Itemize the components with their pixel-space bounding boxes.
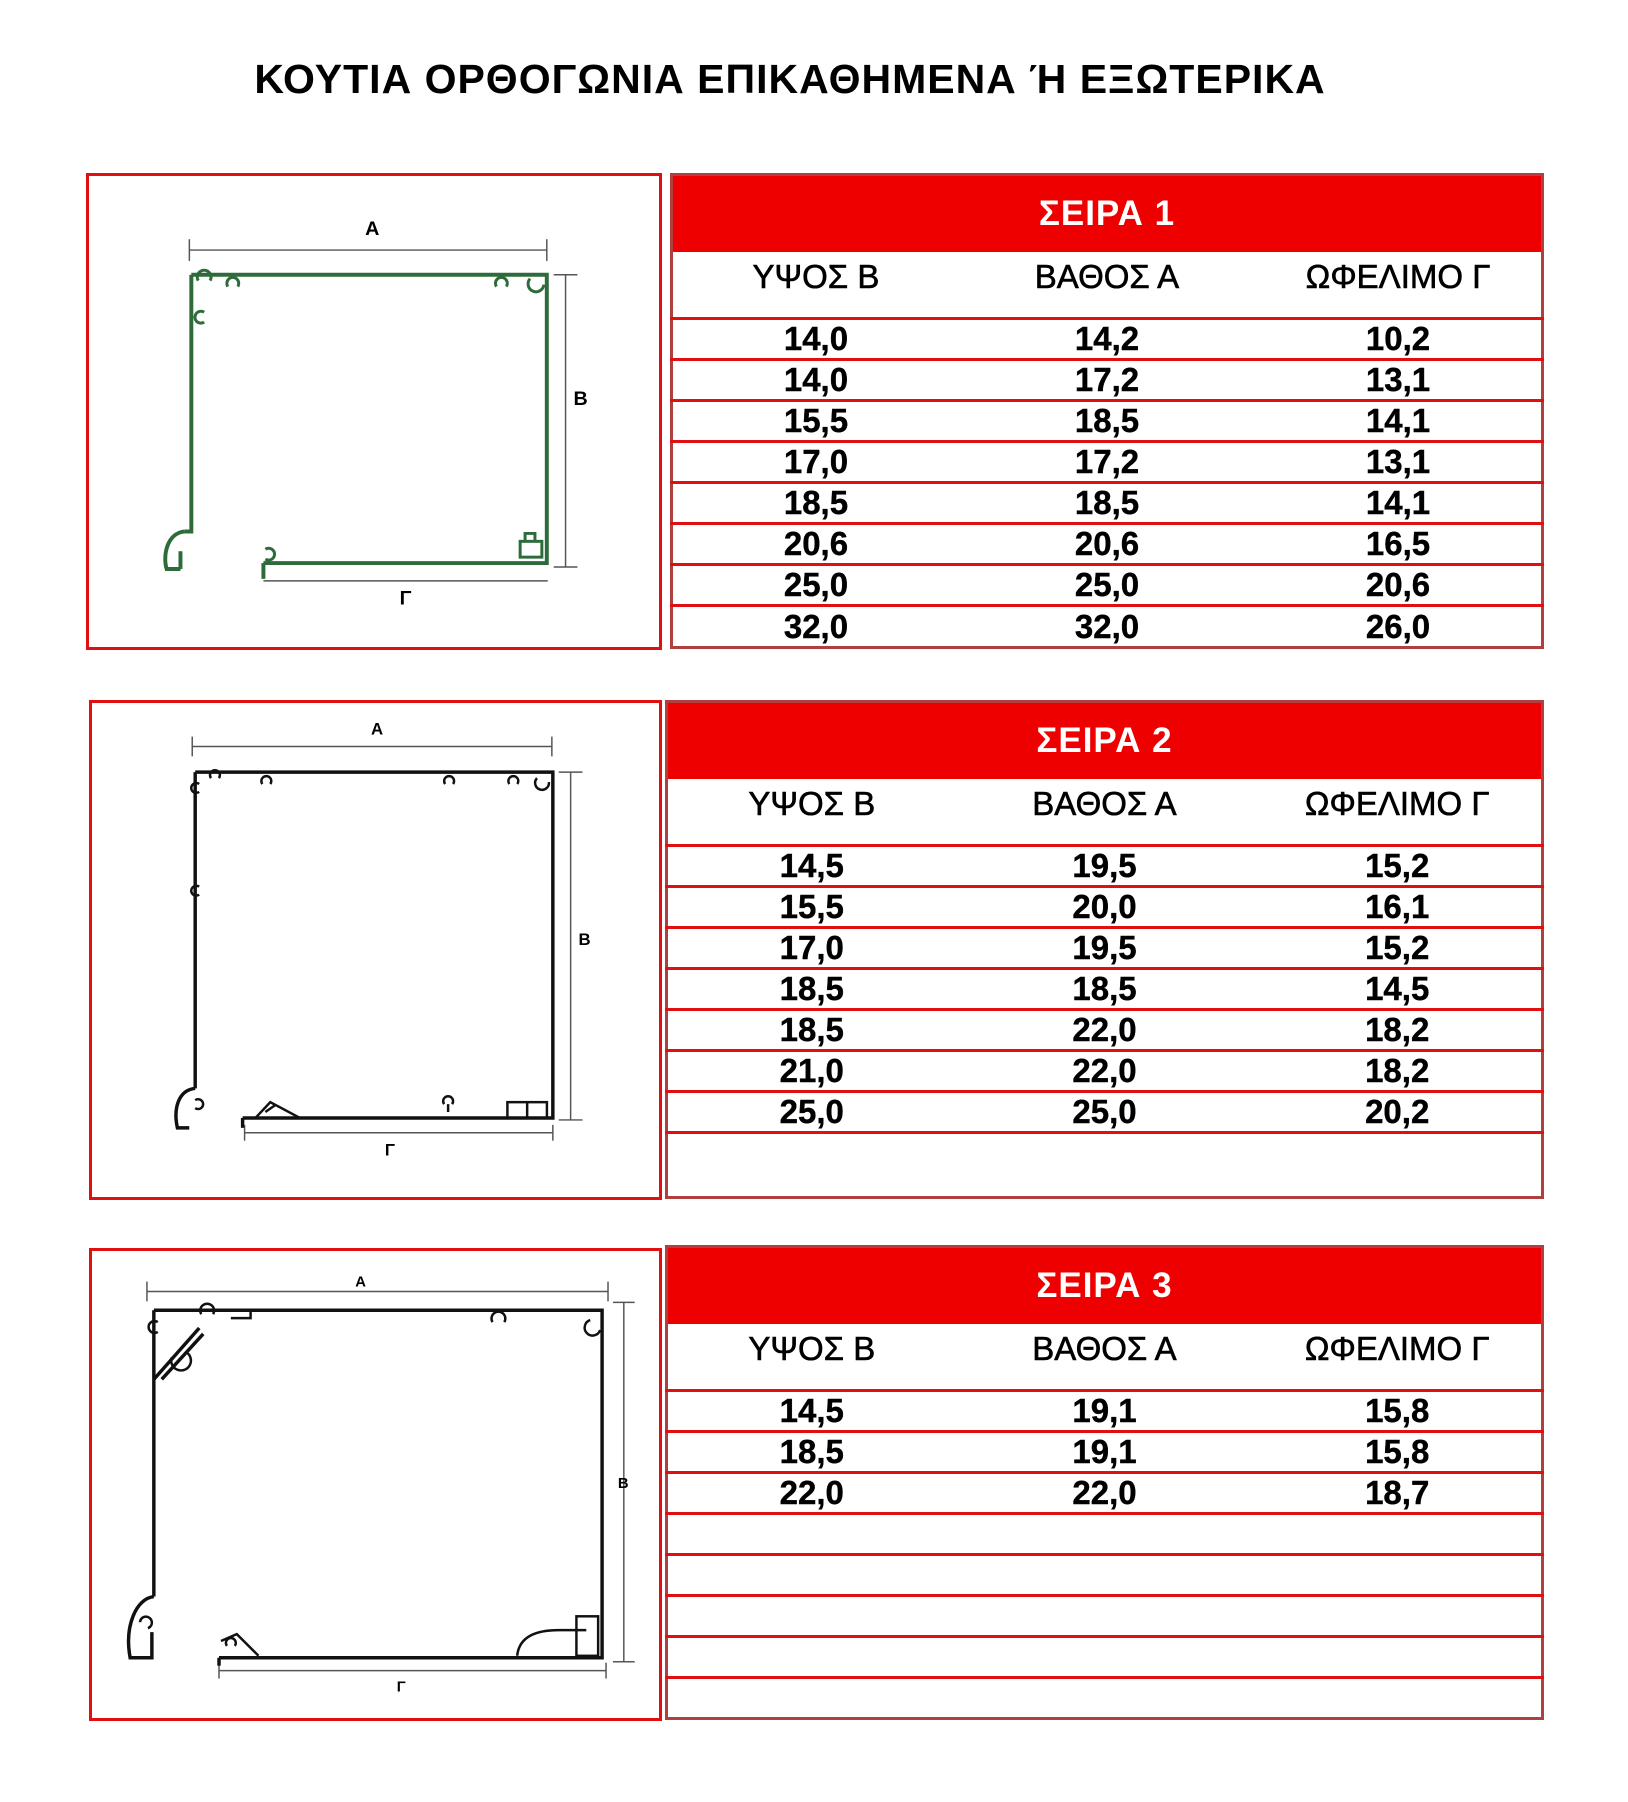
dimension-label-b: Β (573, 388, 588, 411)
cell-height: 18,5 (667, 1432, 956, 1473)
dimensions-table-series-1 (670, 173, 1544, 649)
cell-useful: 16,1 (1253, 887, 1542, 928)
profile-drawing (92, 1251, 659, 1718)
column-header-height: ΥΨΟΣ Β (748, 1330, 876, 1367)
cell-height: 32,0 (672, 606, 959, 648)
column-header-depth: ΒΑΘΟΣ Α (1034, 258, 1180, 295)
column-header-depth: ΒΑΘΟΣ Α (1032, 785, 1177, 822)
empty-table-row (667, 1514, 1543, 1555)
cell-useful: 15,2 (1253, 928, 1542, 969)
cell-height: 22,0 (667, 1473, 956, 1514)
table-row (667, 1473, 1543, 1514)
profile-drawing (89, 176, 659, 647)
table-row (667, 1391, 1543, 1432)
table-row (672, 442, 1543, 483)
table-row (672, 483, 1543, 524)
cell-depth: 22,0 (956, 1010, 1254, 1051)
empty-table-row (667, 1596, 1543, 1637)
cell-useful: 18,2 (1253, 1051, 1542, 1092)
cell-depth: 22,0 (956, 1473, 1254, 1514)
table-row (667, 969, 1543, 1010)
cell-useful: 10,2 (1255, 319, 1542, 360)
cell-height: 14,5 (667, 846, 956, 887)
cell-useful: 16,5 (1255, 524, 1542, 565)
cell-useful: 26,0 (1255, 606, 1542, 648)
dimension-label-b: Β (617, 1475, 629, 1492)
cell-depth: 25,0 (959, 565, 1255, 606)
cell-depth: 19,1 (956, 1391, 1254, 1432)
empty-table-row (667, 1637, 1543, 1678)
cell-depth: 18,5 (959, 483, 1255, 524)
dimension-label-a: Α (371, 719, 384, 739)
dimension-label-g: Γ (399, 587, 412, 610)
dimensions-table-series-2 (665, 700, 1544, 1199)
cell-height: 17,0 (667, 928, 956, 969)
table-row (667, 1010, 1543, 1051)
table-row (667, 1092, 1543, 1133)
table-row (667, 1432, 1543, 1473)
dimension-label-g: Γ (384, 1140, 395, 1160)
profile-diagram-series-1 (86, 173, 662, 650)
cell-depth: 20,0 (956, 887, 1254, 928)
cell-depth: 14,2 (959, 319, 1255, 360)
table-row (672, 401, 1543, 442)
table-row (672, 606, 1543, 648)
cell-depth: 17,2 (959, 360, 1255, 401)
column-header-height: ΥΨΟΣ Β (752, 258, 880, 295)
cell-depth: 32,0 (959, 606, 1255, 648)
cell-depth: 18,5 (956, 969, 1254, 1010)
cell-useful: 15,8 (1253, 1432, 1542, 1473)
cell-useful: 15,8 (1253, 1391, 1542, 1432)
cell-height: 20,6 (672, 524, 959, 565)
column-header-depth: ΒΑΘΟΣ Α (1032, 1330, 1177, 1367)
table-row (672, 524, 1543, 565)
empty-table-row (667, 1133, 1543, 1198)
cell-height: 14,0 (672, 360, 959, 401)
table-row (667, 928, 1543, 969)
profile-drawing (92, 703, 659, 1197)
cell-useful: 15,2 (1253, 846, 1542, 887)
cell-useful: 18,7 (1253, 1473, 1542, 1514)
empty-table-row (667, 1678, 1543, 1719)
cell-useful: 13,1 (1255, 360, 1542, 401)
column-header-useful: ΩΦΕΛΙΜΟ Γ (1304, 1330, 1490, 1367)
column-header-useful: ΩΦΕΛΙΜΟ Γ (1304, 785, 1490, 822)
cell-useful: 14,1 (1255, 401, 1542, 442)
series-title: ΣΕΙΡΑ 2 (667, 702, 1543, 780)
cell-height: 25,0 (667, 1092, 956, 1133)
cell-depth: 22,0 (956, 1051, 1254, 1092)
page-title: ΚΟΥΤΙΑ ΟΡΘΟΓΩΝΙΑ ΕΠΙΚΑΘΗΜΕΝΑ Ή ΕΞΩΤΕΡΙΚΑ (254, 56, 1326, 102)
empty-table-row (667, 1555, 1543, 1596)
cell-height: 14,5 (667, 1391, 956, 1432)
column-header-height: ΥΨΟΣ Β (748, 785, 876, 822)
cell-useful: 20,6 (1255, 565, 1542, 606)
cell-height: 18,5 (667, 1010, 956, 1051)
cell-depth: 19,1 (956, 1432, 1254, 1473)
cell-useful: 18,2 (1253, 1010, 1542, 1051)
cell-useful: 20,2 (1253, 1092, 1542, 1133)
cell-depth: 19,5 (956, 846, 1254, 887)
table-row (667, 887, 1543, 928)
table-row (672, 319, 1543, 360)
table-row (672, 360, 1543, 401)
series-title: ΣΕΙΡΑ 1 (672, 175, 1543, 253)
cell-height: 25,0 (672, 565, 959, 606)
cell-depth: 19,5 (956, 928, 1254, 969)
dimension-label-b: Β (578, 930, 591, 950)
dimension-label-a: Α (365, 218, 380, 241)
profile-diagram-series-3 (89, 1248, 662, 1721)
cell-depth: 17,2 (959, 442, 1255, 483)
cell-height: 15,5 (667, 887, 956, 928)
cell-height: 17,0 (672, 442, 959, 483)
table-row (667, 846, 1543, 887)
dimension-label-a: Α (355, 1274, 366, 1291)
cell-useful: 13,1 (1255, 442, 1542, 483)
cell-useful: 14,1 (1255, 483, 1542, 524)
dimensions-table-series-3 (665, 1245, 1544, 1720)
cell-depth: 18,5 (959, 401, 1255, 442)
cell-depth: 20,6 (959, 524, 1255, 565)
column-header-useful: ΩΦΕΛΙΜΟ Γ (1305, 258, 1491, 295)
cell-height: 15,5 (672, 401, 959, 442)
cell-height: 18,5 (672, 483, 959, 524)
cell-depth: 25,0 (956, 1092, 1254, 1133)
cell-height: 14,0 (672, 319, 959, 360)
dimension-label-g: Γ (396, 1679, 406, 1696)
series-title: ΣΕΙΡΑ 3 (667, 1247, 1543, 1325)
profile-diagram-series-2 (89, 700, 662, 1200)
cell-height: 21,0 (667, 1051, 956, 1092)
cell-useful: 14,5 (1253, 969, 1542, 1010)
table-row (667, 1051, 1543, 1092)
cell-height: 18,5 (667, 969, 956, 1010)
table-row (672, 565, 1543, 606)
